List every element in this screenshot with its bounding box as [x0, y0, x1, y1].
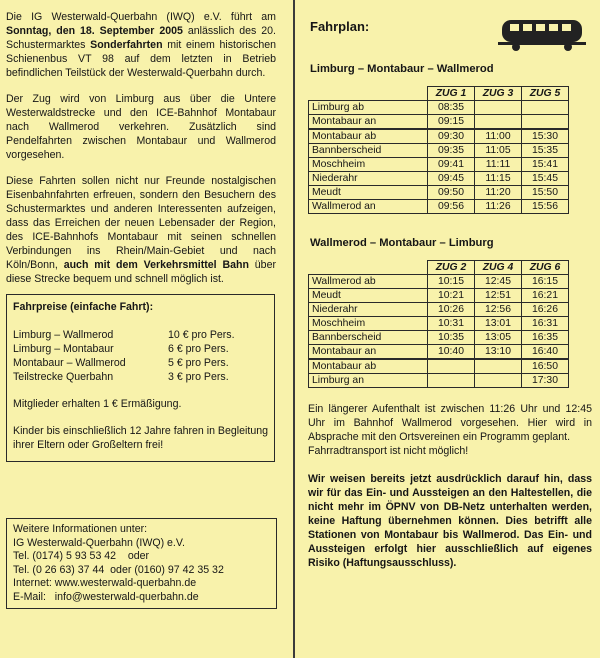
- departure-time: 09:35: [428, 144, 475, 158]
- departure-time: 15:50: [522, 186, 569, 200]
- train-header: ZUG 6: [522, 261, 569, 275]
- departure-time: 16:40: [522, 345, 569, 360]
- intro-text: über diese Strecke bequem und schnell möglich ist.: [6, 259, 276, 285]
- departure-time: 10:15: [428, 275, 475, 289]
- departure-time: 13:05: [475, 331, 522, 345]
- fares-box: [6, 294, 275, 462]
- left-column: [6, 10, 277, 603]
- station-name: Limburg an: [309, 374, 428, 388]
- station-name: Montabaur ab: [309, 129, 428, 144]
- station-name: Moschheim: [309, 158, 428, 172]
- departure-time: [475, 115, 522, 130]
- timetable-route-1: [308, 86, 569, 214]
- timetable-row: [309, 275, 569, 289]
- timetable-row: [309, 303, 569, 317]
- members-discount: Mitglieder erhalten 1 € Ermäßigung.: [13, 398, 182, 410]
- children-note: Kinder bis einschließlich 12 Jahre fahren in Begleitung ihrer Eltern oder Großeltern frei!: [13, 425, 268, 451]
- departure-time: 09:30: [428, 129, 475, 144]
- departure-time: 16:50: [522, 359, 569, 374]
- departure-time: 15:56: [522, 200, 569, 214]
- contact-box: [6, 518, 277, 609]
- departure-time: 12:56: [475, 303, 522, 317]
- contact-line: Internet: www.westerwald-querbahn.de: [13, 577, 197, 589]
- fare-price: 10 € pro Pers.: [168, 329, 235, 341]
- fare-row: [13, 370, 268, 384]
- train-header: ZUG 3: [475, 87, 522, 101]
- station-name: Limburg ab: [309, 101, 428, 115]
- departure-time: 09:50: [428, 186, 475, 200]
- intro-text: Diese Fahrten sollen nicht nur Freunde nostalgischen Eisenbahnfahrten erfreuen, sondern den Besuchern des Schustermarktes und anderen Interessenten aufzeigen, dass das Erreichen der neuen Lebensader der Region, des ICE-Bahnhofs Montabaur mit seinen schnellen Verbindungen ins Rhein/Main-Gebiet und nach Köln/Bonn,: [6, 175, 276, 271]
- departure-time: 16:15: [522, 275, 569, 289]
- fares-list: [13, 328, 268, 384]
- timetable-row: [309, 317, 569, 331]
- timetable-title: Fahrplan:: [310, 19, 370, 34]
- fare-route: Limburg – Montabaur: [13, 343, 114, 355]
- header-blank: [309, 87, 428, 101]
- departure-time: 16:35: [522, 331, 569, 345]
- train-header: ZUG 2: [428, 261, 475, 275]
- departure-time: 09:45: [428, 172, 475, 186]
- contact-line: Tel. (0174) 5 93 53 42 oder: [13, 550, 150, 562]
- departure-time: 11:26: [475, 200, 522, 214]
- timetable-row: [309, 359, 569, 374]
- station-name: Montabaur an: [309, 115, 428, 130]
- departure-time: 15:41: [522, 158, 569, 172]
- departure-time: 15:35: [522, 144, 569, 158]
- intro-text: anlässlich des 20. Schustermarktes: [6, 25, 277, 51]
- departure-time: [428, 359, 475, 374]
- intro-paragraph-2: Der Zug wird von Limburg aus über die Untere Westerwaldstrecke und den ICE-Bahnhof Montabaur nach Wallmerod verkehren. Zusätzlich sind Pendelfahrten zwischen Montabaur und Wallmerod vorgesehen.: [6, 93, 276, 161]
- departure-time: 16:26: [522, 303, 569, 317]
- departure-time: 13:01: [475, 317, 522, 331]
- departure-time: 10:35: [428, 331, 475, 345]
- station-name: Meudt: [309, 186, 428, 200]
- departure-time: 13:10: [475, 345, 522, 360]
- fare-row: [13, 342, 268, 356]
- fare-route: Montabaur – Wallmerod: [13, 357, 126, 369]
- station-name: Montabaur an: [309, 345, 428, 360]
- route-1-title: Limburg – Montabaur – Wallmerod: [310, 63, 494, 75]
- intro-emphasis: auch mit dem Verkehrsmittel Bahn: [63, 259, 249, 271]
- fare-row: [13, 356, 268, 370]
- station-name: Moschheim: [309, 317, 428, 331]
- departure-time: [475, 101, 522, 115]
- fare-price: 3 € pro Pers.: [168, 371, 229, 383]
- departure-time: 10:26: [428, 303, 475, 317]
- timetable-row: [309, 200, 569, 214]
- departure-time: [428, 374, 475, 388]
- intro-paragraph-1: [6, 10, 276, 80]
- contact-line: Weitere Informationen unter:: [13, 523, 148, 535]
- header-blank: [309, 261, 428, 275]
- timetable-row: [309, 186, 569, 200]
- station-name: Wallmerod ab: [309, 275, 428, 289]
- timetable-row: [309, 172, 569, 186]
- fares-title: Fahrpreise (einfache Fahrt):: [13, 301, 154, 313]
- timetable-row: [309, 115, 569, 130]
- departure-time: 15:45: [522, 172, 569, 186]
- departure-time: 11:15: [475, 172, 522, 186]
- right-column: [308, 8, 592, 570]
- departure-time: 11:11: [475, 158, 522, 172]
- fare-route: Teilstrecke Querbahn: [13, 371, 114, 383]
- route-2-title: Wallmerod – Montabaur – Limburg: [310, 237, 494, 249]
- fare-row: [13, 328, 268, 342]
- contact-line: E-Mail: info@westerwald-querbahn.de: [13, 590, 199, 603]
- departure-time: [475, 374, 522, 388]
- departure-time: 12:45: [475, 275, 522, 289]
- timetable-row: [309, 129, 569, 144]
- liability-warning: Wir weisen bereits jetzt ausdrücklich darauf hin, dass wir für das Ein- und Aussteigen an den Haltestellen, die nicht mehr im ÖPNV von DB-Netz unterhalten werden, keine Haftung übernehmen können. Dies betrifft alle Stationen von Montabaur bis Wallmerod. Das Ein- und Aussteigen erfolgt hier ausschließlich auf eigenes Risiko (Haftungsausschluss).: [308, 473, 592, 569]
- departure-time: 17:30: [522, 374, 569, 388]
- intro-paragraph-3: [6, 174, 276, 286]
- departure-time: 08:35: [428, 101, 475, 115]
- timetable-row: [309, 345, 569, 360]
- departure-time: 16:31: [522, 317, 569, 331]
- train-header: ZUG 1: [428, 87, 475, 101]
- departure-time: 16:21: [522, 289, 569, 303]
- station-name: Niederahr: [309, 303, 428, 317]
- event-date: Sonntag, den 18. September 2005: [6, 25, 183, 37]
- intro-text: Die IG Westerwald-Querbahn (IWQ) e.V. führt am: [6, 11, 276, 23]
- departure-time: 09:41: [428, 158, 475, 172]
- contact-line: Tel. (0 26 63) 37 44 oder (0160) 97 42 35 32: [13, 563, 224, 576]
- departure-time: 11:20: [475, 186, 522, 200]
- departure-time: [475, 359, 522, 374]
- timetable-row: [309, 144, 569, 158]
- fare-price: 5 € pro Pers.: [168, 357, 229, 369]
- station-name: Montabaur ab: [309, 359, 428, 374]
- departure-time: 09:56: [428, 200, 475, 214]
- station-name: Bannberscheid: [309, 331, 428, 345]
- station-name: Wallmerod an: [309, 200, 428, 214]
- departure-time: 10:21: [428, 289, 475, 303]
- train-header: ZUG 4: [475, 261, 522, 275]
- contact-line: IG Westerwald-Querbahn (IWQ) e.V.: [13, 536, 185, 549]
- timetable-row: [309, 101, 569, 115]
- departure-time: 10:31: [428, 317, 475, 331]
- event-name: Sonderfahrten: [90, 39, 163, 51]
- departure-time: 15:30: [522, 129, 569, 144]
- train-header: ZUG 5: [522, 87, 569, 101]
- departure-time: 11:05: [475, 144, 522, 158]
- railbus-icon: [496, 12, 588, 52]
- departure-time: 11:00: [475, 129, 522, 144]
- timetable-row: [309, 374, 569, 388]
- departure-time: 10:40: [428, 345, 475, 360]
- departure-time: [522, 115, 569, 130]
- fare-route: Limburg – Wallmerod: [13, 329, 114, 341]
- intro-text: mit einem historischen Schienenbus VT 98 auf dem letzten in Betrieb befindlichen Teilstück der Westerwald-Querbahn durch.: [6, 39, 276, 79]
- fare-price: 6 € pro Pers.: [168, 343, 229, 355]
- bike-note: Fahrradtransport ist nicht möglich!: [308, 445, 469, 457]
- station-name: Meudt: [309, 289, 428, 303]
- departure-time: 09:15: [428, 115, 475, 130]
- timetable-route-2: [308, 260, 569, 388]
- column-divider: [293, 0, 295, 658]
- departure-time: 12:51: [475, 289, 522, 303]
- departure-time: [522, 101, 569, 115]
- timetable-row: [309, 331, 569, 345]
- timetable-row: [309, 289, 569, 303]
- station-name: Niederahr: [309, 172, 428, 186]
- stopover-note: Ein längerer Aufenthalt ist zwischen 11:26 Uhr und 12:45 Uhr im Bahnhof Wallmerod vorgesehen. Hier wird in Absprache mit den Ortsvereinen ein Programm geplant.: [308, 403, 592, 443]
- station-name: Bannberscheid: [309, 144, 428, 158]
- timetable-row: [309, 158, 569, 172]
